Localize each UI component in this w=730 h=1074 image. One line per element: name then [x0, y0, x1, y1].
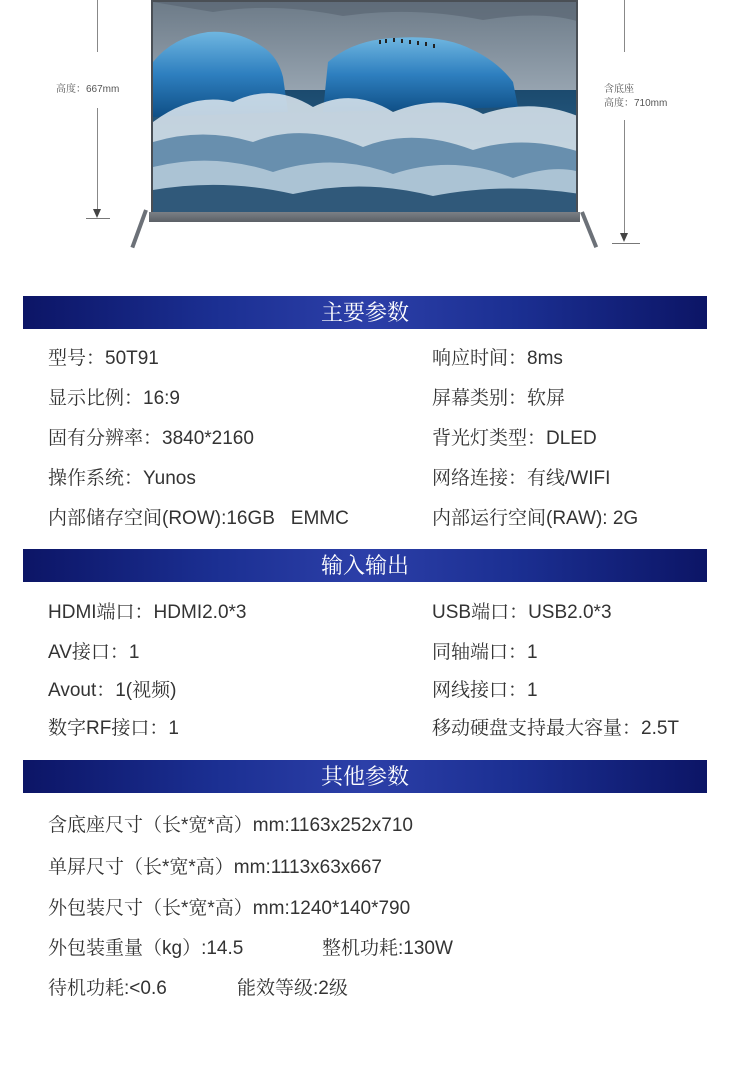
dimension-tick — [612, 243, 640, 244]
param-storage: 内部储存空间(ROW):16GB EMMC — [48, 508, 349, 529]
io-hdmi: HDMI端口：HDMI2.0*3 — [48, 602, 247, 623]
param-response-time: 响应时间：8ms — [432, 348, 563, 369]
param-aspect-ratio: 显示比例：16:9 — [48, 388, 180, 409]
param-ram: 内部运行空间(RAW): 2G — [432, 508, 639, 529]
param-screen-type: 屏幕类别：软屏 — [432, 388, 566, 409]
section-header-main-params: 主要参数 — [23, 296, 707, 329]
tv-product-illustration — [0, 0, 730, 270]
other-package-weight: 外包装重量（kg）:14.5 — [48, 938, 244, 959]
arrow-down-icon — [620, 233, 628, 242]
io-av: AV接口：1 — [48, 642, 140, 663]
io-coaxial: 同轴端口：1 — [432, 642, 538, 663]
other-standby-power: 待机功耗:<0.6 — [48, 978, 167, 999]
height-label: 高度：667mm — [56, 84, 120, 95]
base-height-dimension-line — [624, 0, 625, 52]
dimension-tick — [86, 218, 110, 219]
other-size-package: 外包装尺寸（长*宽*高）mm:1240*140*790 — [48, 898, 411, 919]
param-os: 操作系统：Yunos — [48, 468, 196, 489]
tv-stand-right-leg — [580, 211, 598, 248]
param-backlight: 背光灯类型：DLED — [432, 428, 597, 449]
tv-screen — [151, 0, 578, 214]
other-power: 整机功耗:130W — [322, 938, 453, 959]
other-energy-class: 能效等级:2级 — [237, 978, 348, 999]
other-size-with-base: 含底座尺寸（长*宽*高）mm:1163x252x710 — [48, 815, 413, 836]
io-hdd-capacity: 移动硬盘支持最大容量：2.5T — [432, 718, 680, 739]
section-header-io: 输入输出 — [23, 549, 707, 582]
io-avout: Avout：1(视频) — [48, 680, 177, 701]
io-usb: USB端口：USB2.0*3 — [432, 602, 612, 623]
tv-stand-left-leg — [130, 209, 147, 248]
height-dimension-line-lower — [97, 108, 98, 210]
section-header-other-params: 其他参数 — [23, 760, 707, 793]
tv-bottom-bezel — [149, 212, 580, 222]
arrow-down-icon — [93, 209, 101, 218]
io-rf: 数字RF接口：1 — [48, 718, 179, 739]
io-ethernet: 网线接口：1 — [432, 680, 538, 701]
base-height-dimension-line-lower — [624, 120, 625, 234]
param-network: 网络连接：有线/WIFI — [432, 468, 611, 489]
other-size-screen: 单屏尺寸（长*宽*高）mm:1113x63x667 — [48, 857, 383, 878]
base-label: 含底座 — [604, 84, 634, 95]
param-model: 型号：50T91 — [48, 348, 159, 369]
param-resolution: 固有分辨率：3840*2160 — [48, 428, 254, 449]
base-height-label: 高度：710mm — [604, 98, 668, 109]
ocean-iceberg-image — [153, 2, 578, 214]
height-dimension-line — [97, 0, 98, 52]
